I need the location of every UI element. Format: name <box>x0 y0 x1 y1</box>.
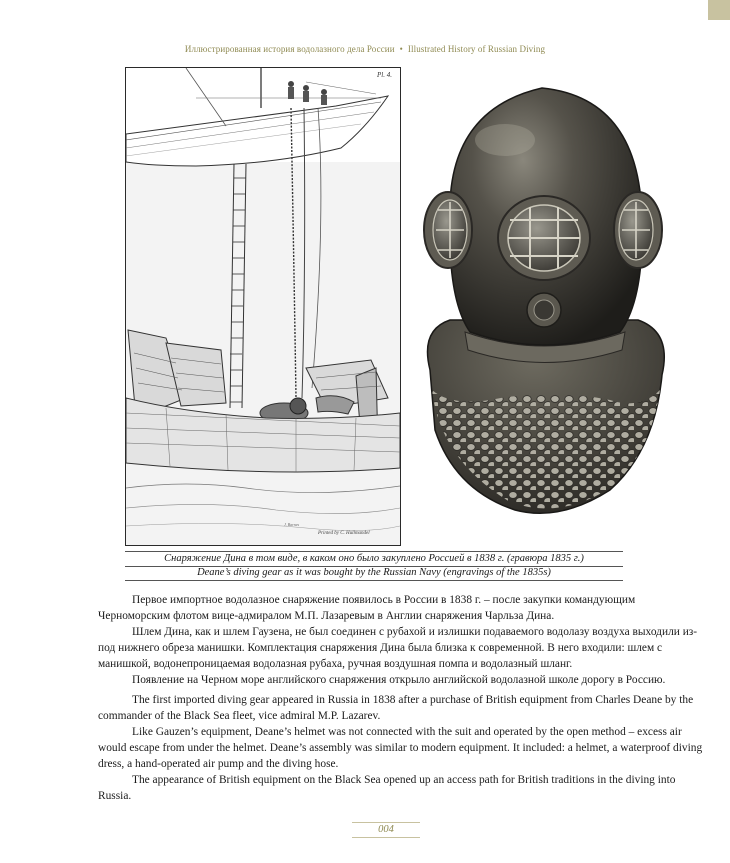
paragraph-ru-2: Шлем Дина, как и шлем Гаузена, не был соединен с рубахой и излишки подаваемого водолазу воздуха выходили из-под нижнего обреза манишки. Комплектация снаряжения Дина была близка к современной. В него входили: шлем с манишкой, водонепроницаемая водолазная рубаха, ручная воздушная помпа и водолазный шланг. <box>98 626 698 670</box>
caption-ru: Снаряжение Дина в том виде, в каком оно было закуплено Россией в 1838 г. (гравюра 1835 г.) <box>164 553 584 564</box>
running-header <box>0 44 730 54</box>
plate-label: Pl. 4. <box>377 71 392 79</box>
paragraph-en-1: The first imported diving gear appeared in Russia in 1838 after a purchase of British equipment from Charles Deane by the commander of the Black Sea fleet, vice admiral M.P. Lazarev. <box>98 694 694 722</box>
body-text-en <box>98 692 703 804</box>
header-separator: • <box>399 44 403 54</box>
caption-rule-bottom <box>125 580 623 581</box>
page-number: 004 <box>352 822 420 838</box>
paragraph-ru-3: Появление на Черном море английского снаряжения открыло английской водолазной школе дорогу в Россию. <box>132 674 666 686</box>
header-title-en: Illustrated History of Russian Diving <box>407 44 546 54</box>
body-text-ru <box>98 592 703 688</box>
caption-rule-top <box>125 551 623 552</box>
header-title-ru: Иллюстрированная история водолазного дела России <box>184 44 395 54</box>
diving-helmet-icon <box>410 70 678 548</box>
engraving-figure <box>125 67 401 546</box>
engraving-illustration <box>126 68 400 545</box>
diving-helmet-photo <box>410 70 678 548</box>
printer-credit: Printed by C. Hullmandel <box>318 531 370 536</box>
engraver-credit: J. Barnes <box>284 522 300 527</box>
paragraph-en-3: The appearance of British equipment on the Black Sea opened up an access path for British traditions in the diving into Russia. <box>98 774 676 802</box>
paragraph-en-2: Like Gauzen’s equipment, Deane’s helmet was not connected with the suit and operated by the open method – excess air would escape from under the helmet. Deane’s assembly was similar to modern equipment. It included: a helmet, a waterproof diving dress, a hand-operated air pump and the diving hose. <box>98 726 703 770</box>
caption-en: Deane’s diving gear as it was bought by the Russian Navy (engravings of the 1835s) <box>197 567 551 578</box>
corner-tab <box>708 0 730 20</box>
paragraph-ru-1: Первое импортное водолазное снаряжение появилось в России в 1838 г. – после закупки командующим Черноморским флотом вице-адмиралом М.П. Лазаревым в Англии снаряжения Чарльза Дина. <box>98 594 636 622</box>
